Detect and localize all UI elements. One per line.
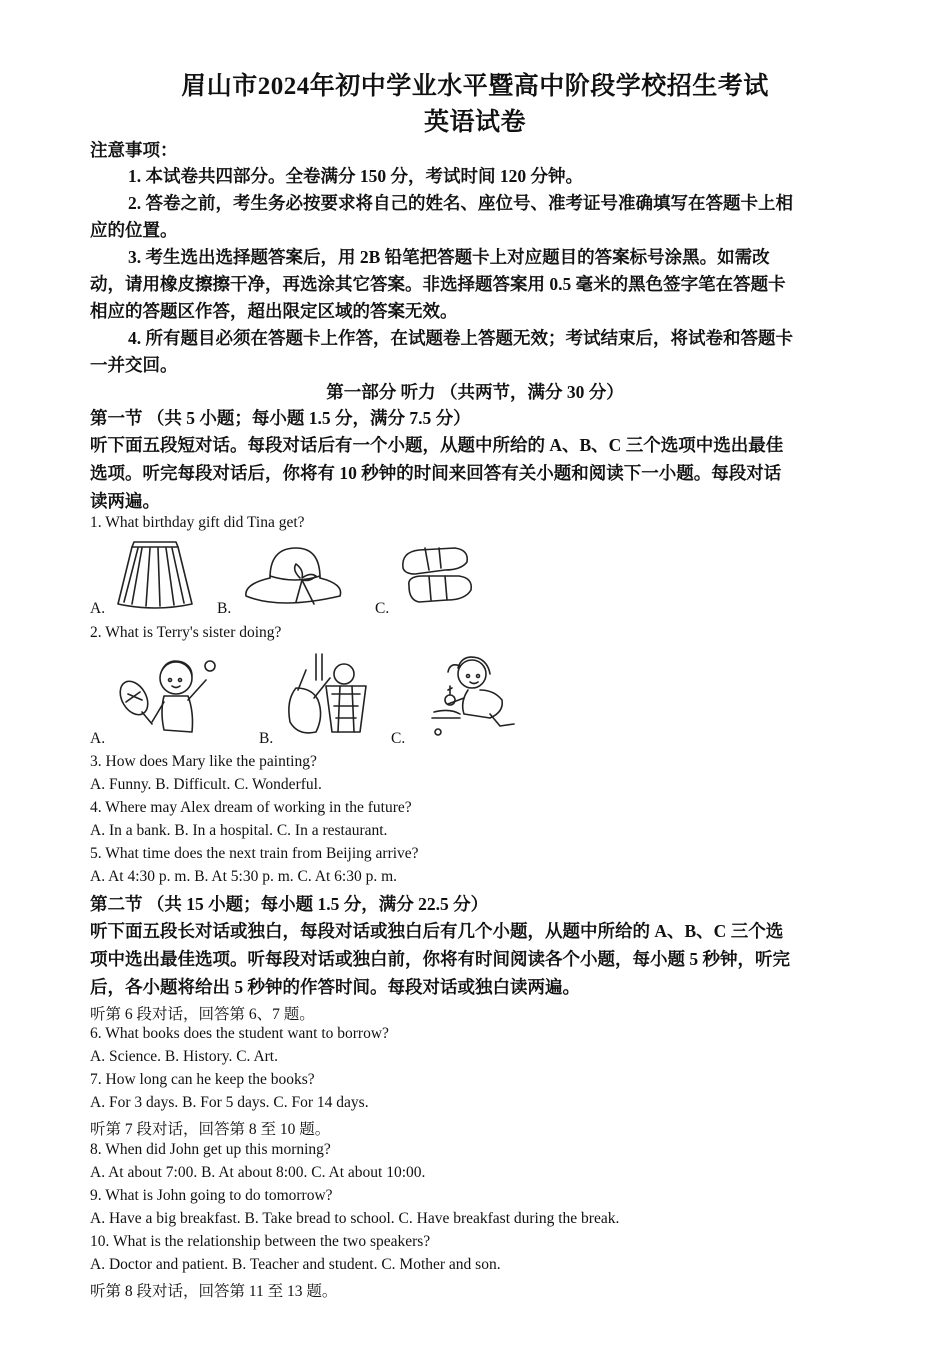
section2-instruction-line-2: 项中选出最佳选项。听每段对话或独白前，你将有时间阅读各个小题，每小题 5 秒钟，听完 <box>90 949 790 969</box>
q4-options: A. In a bank. B. In a hospital. C. In a restaurant. <box>90 822 388 839</box>
notice-item-3-line-2: 动，请用橡皮擦擦干净，再选涂其它答案。非选择题答案用 0.5 毫米的黑色签字笔在答题卡 <box>90 274 786 294</box>
notice-item-3-line-3: 相应的答题区作答，超出限定区域的答案无效。 <box>90 301 458 321</box>
dialogue-6-intro: 听第 6 段对话，回答第 6、7 题。 <box>90 1006 315 1023</box>
q2-option-b: B. <box>259 730 274 747</box>
dialogue-7-intro: 听第 7 段对话，回答第 8 至 10 题。 <box>90 1121 331 1138</box>
section1-heading: 第一节 （共 5 小题；每小题 1.5 分，满分 7.5 分） <box>90 408 471 428</box>
notice-item-4-line-2: 一并交回。 <box>90 355 178 375</box>
q2-option-c: C. <box>391 730 406 747</box>
question-9: 9. What is John going to do tomorrow? <box>90 1187 333 1204</box>
section1-instruction-line-1: 听下面五段短对话。每段对话后有一个小题，从题中所给的 A、B、C 三个选项中选出最佳 <box>90 435 784 455</box>
q9-options: A. Have a big breakfast. B. Take bread to school. C. Have breakfast during the break. <box>90 1210 620 1227</box>
q1-option-c: C. <box>375 600 390 617</box>
question-5: 5. What time does the next train from Beijing arrive? <box>90 845 419 862</box>
girl-planting-tree-image <box>430 652 520 736</box>
exam-subtitle: 英语试卷 <box>423 109 526 136</box>
q6-options: A. Science. B. History. C. Art. <box>90 1048 278 1065</box>
question-2: 2. What is Terry's sister doing? <box>90 624 282 641</box>
q5-options: A. At 4:30 p. m. B. At 5:30 p. m. C. At 6:30 p. m. <box>90 868 398 885</box>
question-10: 10. What is the relationship between the two speakers? <box>90 1233 431 1250</box>
q3-options: A. Funny. B. Difficult. C. Wonderful. <box>90 776 322 793</box>
part1-heading: 第一部分 听力 （共两节，满分 30 分） <box>326 382 624 402</box>
exam-title: 眉山市2024年初中学业水平暨高中阶段学校招生考试 <box>181 73 769 100</box>
question-8: 8. When did John get up this morning? <box>90 1141 331 1158</box>
question-4: 4. Where may Alex dream of working in the future? <box>90 799 412 816</box>
notice-item-3-line-1: 3. 考生选出选择题答案后，用 2B 铅笔把答题卡上对应题目的答案标号涂黑。如需改 <box>128 247 770 267</box>
sandals-image <box>395 540 479 610</box>
hat-image <box>240 540 344 610</box>
question-1: 1. What birthday gift did Tina get? <box>90 514 305 531</box>
notice-item-2-line-2: 应的位置。 <box>90 220 178 240</box>
section1-instruction-line-3: 读两遍。 <box>90 491 160 511</box>
q1-option-b: B. <box>217 600 232 617</box>
dialogue-8-intro: 听第 8 段对话，回答第 11 至 13 题。 <box>90 1283 338 1300</box>
notice-heading: 注意事项： <box>90 140 178 160</box>
boy-playing-basketball-image <box>276 650 376 740</box>
q8-options: A. At about 7:00. B. At about 8:00. C. At about 10:00. <box>90 1164 426 1181</box>
section1-instruction-line-2: 选项。听完每段对话后，你将有 10 秒钟的时间来回答有关小题和阅读下一小题。每段对话 <box>90 463 782 483</box>
notice-item-2-line-1: 2. 答卷之前，考生务必按要求将自己的姓名、座位号、准考证号准确填写在答题卡上相 <box>128 193 793 213</box>
section2-instruction-line-3: 后，各小题将给出 5 秒钟的作答时间。每段对话或独白读两遍。 <box>90 977 580 997</box>
notice-item-1: 1. 本试卷共四部分。全卷满分 150 分，考试时间 120 分钟。 <box>128 166 583 186</box>
question-6: 6. What books does the student want to borrow? <box>90 1025 389 1042</box>
notice-item-4-line-1: 4. 所有题目必须在答题卡上作答，在试题卷上答题无效；考试结束后，将试卷和答题卡 <box>128 328 793 348</box>
q7-options: A. For 3 days. B. For 5 days. C. For 14 days. <box>90 1094 369 1111</box>
q2-option-a: A. <box>90 730 106 747</box>
section2-heading: 第二节 （共 15 小题；每小题 1.5 分，满分 22.5 分） <box>90 894 489 914</box>
q10-options: A. Doctor and patient. B. Teacher and student. C. Mother and son. <box>90 1256 501 1273</box>
skirt-image <box>112 536 198 612</box>
section2-instruction-line-1: 听下面五段长对话或独白，每段对话或独白后有几个小题，从题中所给的 A、B、C 三个选 <box>90 921 784 941</box>
q1-option-a: A. <box>90 600 106 617</box>
girl-playing-tennis-image <box>112 650 224 740</box>
question-3: 3. How does Mary like the painting? <box>90 753 317 770</box>
question-7: 7. How long can he keep the books? <box>90 1071 315 1088</box>
